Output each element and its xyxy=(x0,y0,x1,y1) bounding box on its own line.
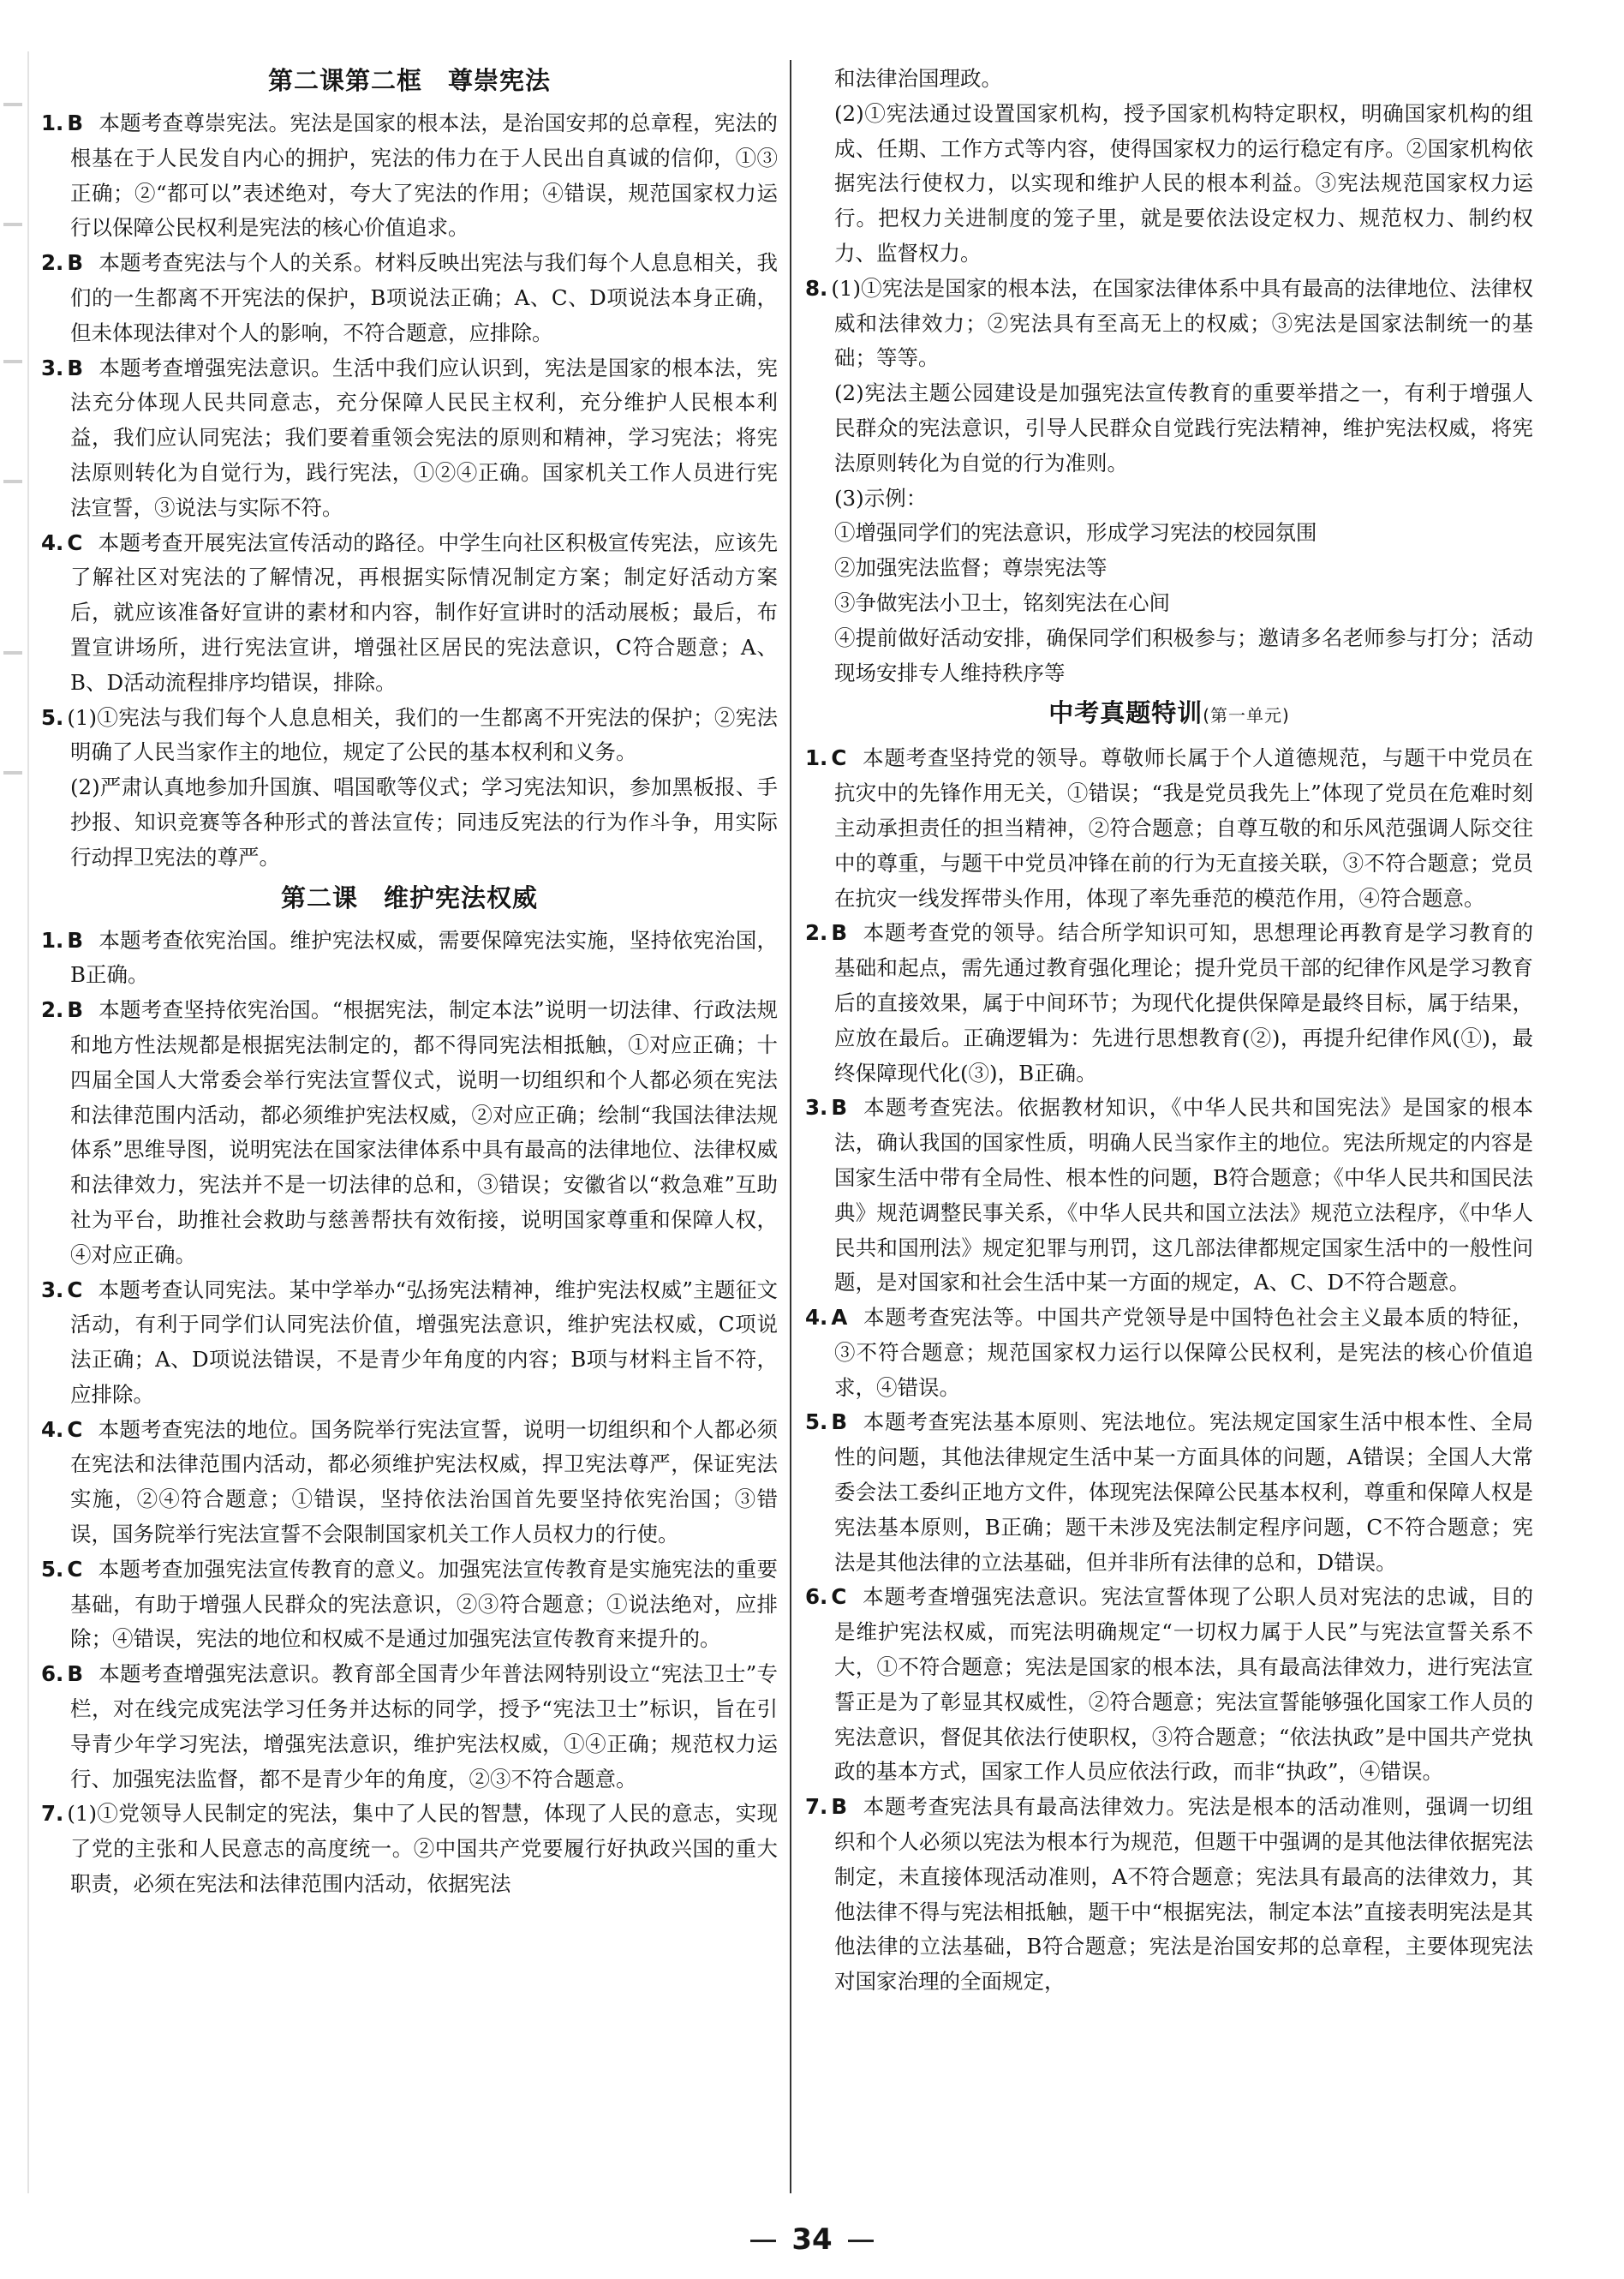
answer-item xyxy=(805,916,1533,1091)
answer-letter: C xyxy=(831,1584,847,1610)
question-number: 5. xyxy=(41,1556,64,1582)
answer-letter: C xyxy=(67,1556,83,1582)
column-divider xyxy=(790,60,791,2193)
question-number: 3. xyxy=(41,355,64,380)
question-number: 4. xyxy=(41,1416,64,1442)
section-subtitle: (第一单元) xyxy=(1203,705,1290,727)
answer-explanation: 本题考查宪法的地位。国务院举行宪法宣誓，说明一切组织和个人都必须在宪法和法律范围内活动，都必须维护宪法权威，捍卫宪法尊严，保证宪法实施，②④符合题意；①错误，坚持依法治国首先要坚持依宪治国；③错误，国务院举行宪法宣誓不会限制国家机关工作人员权力的行使。 xyxy=(70,1416,778,1547)
gutter-mark xyxy=(3,651,22,655)
answer-explanation: 本题考查增强宪法意识。宪法宣誓体现了公职人员对宪法的忠诚，目的是维护宪法权威，而宪法明确规定“一切权力属于人民”与宪法宣誓关系不大，①不符合题意；宪法是国家的根本法，具有最高法律效力，进行宪法宣誓正是为了彰显其权威性，②符合题意；宪法宣誓能够强化国家工作人员的宪法意识，督促其依法行使职权，③符合题意；“依法执政”是中国共产党执政的基本方式，国家工作人员应依法行政，而非“执政”，④错误。 xyxy=(834,1584,1533,1785)
page-number: 34 xyxy=(791,2222,833,2257)
answer-item xyxy=(805,1790,1533,2000)
answer-item xyxy=(805,741,1533,916)
gutter-mark xyxy=(3,480,22,483)
question-number: 1. xyxy=(41,111,64,135)
answer-letter: C xyxy=(67,529,83,555)
answer-letter: B xyxy=(67,250,84,276)
answer-item xyxy=(41,1413,778,1552)
binding-gutter xyxy=(0,0,38,2193)
answer-explanation: 本题考查宪法具有最高法律效力。宪法是根本的活动准则，强调一切组织和个人必须以宪法为根本行为规范，但题干中强调的是其他法律依据宪法制定，未直接体现活动准则，A不符合题意；宪法具有最高的法律效力，其他法律不得与宪法相抵触，题干中“根据宪法，制定本法”直接表明宪法是其他法律的立法基础，B符合题意；宪法是治国安邦的总章程，主要体现宪法对国家治理的全面规定， xyxy=(834,1794,1533,1995)
question-number: 2. xyxy=(41,997,64,1023)
answer-letter: B xyxy=(831,1095,848,1121)
answer-paragraph: (3)示例： xyxy=(834,485,928,511)
answer-explanation: 本题考查宪法基本原则、宪法地位。宪法规定国家生活中根本性、全局性的问题，其他法律规定生活中某一方面具体的问题，A错误；全国人大常委会法工委纠正地方文件，体现宪法保障公民基本权利，尊重和保障人权是宪法基本原则，B正确；题干未涉及宪法制定程序问题，C不符合题意；宪法是其他法律的立法基础，但并非所有法律的总和，D错误。 xyxy=(834,1409,1533,1575)
question-number: 2. xyxy=(805,920,828,946)
answer-explanation: 本题考查宪法。依据教材知识，《中华人民共和国宪法》是国家的根本法，确认我国的国家性质，明确人民当家作主的地位。宪法所规定的内容是国家生活中带有全局性、根本性的问题，B符合题意；《中华人民共和国民法典》规范调整民事关系，《中华人民共和国立法法》规范立法程序，《中华人民共和国刑法》规定犯罪与刑罚，这几部法律都规定国家生活中的一般性问题，是对国家和社会生活中某一方面的规定，A、C、D不符合题意。 xyxy=(834,1095,1533,1295)
gutter-mark xyxy=(3,103,22,106)
question-number: 7. xyxy=(805,1794,828,1820)
answer-item xyxy=(41,246,778,350)
question-number: 3. xyxy=(41,1277,64,1302)
question-number: 6. xyxy=(805,1584,828,1610)
answer-explanation: (1)①宪法与我们每个人息息相关，我们的一生都离不开宪法的保护；②宪法明确了人民当家作主的地位，规定了公民的基本权利和义务。 xyxy=(67,704,778,765)
answer-explanation: (1)①党领导人民制定的宪法，集中了人民的智慧，体现了人民的意志，实现了党的主张和人民意志的高度统一。②中国共产党要履行好执政兴国的重大职责，必须在宪法和法律范围内活动，依据宪法 xyxy=(67,1801,778,1897)
answer-item xyxy=(805,1301,1533,1405)
answer-letter: C xyxy=(831,745,847,771)
answer-item xyxy=(41,993,778,1272)
section-title: 第二课 维护宪法权威 xyxy=(280,882,538,912)
answer-explanation: 本题考查党的领导。结合所学知识可知，思想理论再教育是学习教育的基础和起点，需先通过教育强化理论；提升党员干部的纪律作风是学习教育后的直接效果，属于中间环节；为现代化提供保障是最终目标，属于结果，应放在最后。正确逻辑为：先进行思想教育(②)，再提升纪律作风(①)，最终保障现代化(③)，B正确。 xyxy=(834,920,1533,1086)
answer-paragraph: (2)宪法主题公园建设是加强宪法宣传教育的重要举措之一，有利于增强人民群众的宪法意识，引导人民群众自觉践行宪法精神，维护宪法权威，将宪法原则转化为自觉的行为准则。 xyxy=(834,380,1533,476)
answer-item xyxy=(805,1405,1533,1580)
answer-explanation: (1)①宪法是国家的根本法，在国家法律体系中具有最高的法律地位、法律权威和法律效力；②宪法具有至高无上的权威；③宪法是国家法制统一的基础；等等。 xyxy=(831,275,1533,371)
page-footer xyxy=(0,2222,1624,2257)
answer-list xyxy=(805,741,1533,2000)
answer-letter: B xyxy=(67,355,84,380)
question-number: 8. xyxy=(805,275,828,301)
answer-item xyxy=(41,1552,778,1657)
answer-item xyxy=(41,1797,778,1901)
answer-paragraph: ④提前做好活动安排，确保同学们积极参与；邀请多名老师参与打分；活动现场安排专人维持秩序等 xyxy=(834,625,1533,685)
question-number: 4. xyxy=(805,1305,828,1331)
question-number: 5. xyxy=(805,1409,828,1435)
question-number: 6. xyxy=(41,1661,64,1687)
answer-letter: B xyxy=(831,1794,848,1820)
answer-item xyxy=(805,1580,1533,1790)
answer-letter: B xyxy=(67,1661,84,1687)
answer-paragraph: (2)①宪法通过设置国家机构，授予国家机构特定职权，明确国家机构的组成、任期、工作方式等内容，使得国家权力的运行稳定有序。②国家机构依据宪法行使权力，以实现和维护人民的根本利益。③宪法规范国家权力运行。把权力关进制度的笼子里，就是要依法设定权力、规范权力、制约权力、监督权力。 xyxy=(834,100,1533,266)
section-title xyxy=(805,696,1533,733)
continued-text: 和法律治国理政。 xyxy=(834,66,1002,91)
answer-explanation: 本题考查认同宪法。某中学举办“弘扬宪法精神，维护宪法权威”主题征文活动，有利于同学们认同宪法价值，增强宪法意识，维护宪法权威，C项说法正确；A、D项说法错误，不是青少年角度的内容；B项与材料主旨不符，应排除。 xyxy=(70,1277,778,1407)
gutter-mark xyxy=(3,223,22,226)
answer-letter: B xyxy=(67,927,84,953)
answer-list xyxy=(41,106,778,876)
question-number: 1. xyxy=(41,927,64,953)
question-number: 2. xyxy=(41,250,64,276)
answer-list xyxy=(805,272,1533,691)
answer-explanation: 本题考查尊崇宪法。宪法是国家的根本法，是治国安邦的总章程，宪法的根基在于人民发自内心的拥护，宪法的伟力在于人民出自真诚的信仰，①③正确；②“都可以”表述绝对，夸大了宪法的作用；④错误，规范国家权力运行以保障公民权利是宪法的核心价值追求。 xyxy=(70,111,778,241)
answer-paragraph: ③争做宪法小卫士，铭刻宪法在心间 xyxy=(834,589,1170,615)
answer-explanation: 本题考查宪法等。中国共产党领导是中国特色社会主义最本质的特征，③不符合题意；规范国家权力运行以保障公民权利，是宪法的核心价值追求，④错误。 xyxy=(834,1305,1533,1400)
gutter-rule xyxy=(27,51,29,2193)
answer-explanation: 本题考查加强宪法宣传教育的意义。加强宪法宣传教育是实施宪法的重要基础，有助于增强人民群众的宪法意识，②③符合题意；①说法绝对，应排除；④错误，宪法的地位和权威不是通过加强宪法宣传教育来提升的。 xyxy=(70,1556,778,1652)
answer-letter: B xyxy=(67,997,84,1023)
right-column xyxy=(805,62,1533,2000)
answer-explanation: 本题考查坚持依宪治国。“根据宪法，制定本法”说明一切法律、行政法规和地方性法规都是根据宪法制定的，都不得同宪法相抵触，①对应正确；十四届全国人大常委会举行宪法宣誓仪式，说明一切组织和个人都必须在宪法和法律范围内活动，都必须维护宪法权威，②对应正确；绘制“我国法律法规体系”思维导图，说明宪法在国家法律体系中具有最高的法律地位、法律权威和法律效力，宪法并不是一切法律的总和，③错误；安徽省以“救急难”互助社为平台，助推社会救助与慈善帮扶有效衔接，说明国家尊重和保障人权，④对应正确。 xyxy=(70,997,778,1267)
section-title-main: 中考真题特训 xyxy=(1048,698,1203,728)
answer-explanation: 本题考查开展宪法宣传活动的路径。中学生向社区积极宣传宪法，应该先了解社区对宪法的了解情况，再根据实际情况制定方案；制定好活动方案后，就应该准备好宣讲的素材和内容，制作好宣讲时的活动展板；最后，布置宣讲场所，进行宪法宣讲，增强社区居民的宪法意识，C符合题意；A、B、D活动流程排序均错误，排除。 xyxy=(70,529,778,695)
answer-item xyxy=(41,526,778,701)
question-number: 4. xyxy=(41,529,64,555)
answer-explanation: 本题考查增强宪法意识。教育部全国青少年普法网特别设立“宪法卫士”专栏，对在线完成宪法学习任务并达标的同学，授予“宪法卫士”标识，旨在引导青少年学习宪法，增强宪法意识，维护宪法权威，①④正确；规范权力运行、加强宪法监督，都不是青少年的角度，②③不符合题意。 xyxy=(70,1661,778,1791)
answer-item xyxy=(805,272,1533,376)
answer-paragraph: (2)严肃认真地参加升国旗、唱国歌等仪式；学习宪法知识，参加黑板报、手抄报、知识竞赛等各种形式的普法宣传；同违反宪法的行为作斗争，用实际行动捍卫宪法的尊严。 xyxy=(70,775,778,870)
answer-item xyxy=(41,351,778,526)
answer-list xyxy=(41,924,778,1902)
gutter-mark xyxy=(3,360,22,363)
answer-item xyxy=(41,106,778,246)
answer-letter: C xyxy=(67,1416,83,1442)
answer-paragraph: ①增强同学们的宪法意识，形成学习宪法的校园氛围 xyxy=(834,520,1317,546)
answer-paragraph: ②加强宪法监督；尊崇宪法等 xyxy=(834,555,1108,581)
answer-letter: B xyxy=(831,920,848,946)
answer-item xyxy=(41,924,778,994)
answer-letter: B xyxy=(67,111,84,135)
question-number: 7. xyxy=(41,1801,64,1827)
answer-explanation: 本题考查宪法与个人的关系。材料反映出宪法与我们每个人息息相关，我们的一生都离不开宪法的保护，B项说法正确；A、C、D项说法本身正确，但未体现法律对个人的影响，不符合题意，应排除。 xyxy=(70,250,778,345)
answer-explanation: 本题考查依宪治国。维护宪法权威，需要保障宪法实施，坚持依宪治国，B正确。 xyxy=(70,927,778,988)
footer-dash xyxy=(750,2240,776,2242)
answer-item xyxy=(41,701,778,771)
answer-letter: C xyxy=(67,1277,83,1302)
answer-explanation: 本题考查坚持党的领导。尊敬师长属于个人道德规范，与题干中党员在抗灾中的先锋作用无关，①错误；“我是党员我先上”体现了党员在危难时刻主动承担责任的担当精神，②符合题意；自尊互敬的和乐风范强调人际交往中的尊重，与题干中党员冲锋在前的行为无直接关联，③不符合题意；党员在抗灾一线发挥带头作用，体现了率先垂范的模范作用，④符合题意。 xyxy=(834,745,1533,911)
answer-item xyxy=(41,1657,778,1797)
answer-item xyxy=(41,1273,778,1413)
answer-letter: B xyxy=(831,1409,848,1435)
question-number: 3. xyxy=(805,1095,828,1121)
section-title: 第二课第二框 尊崇宪法 xyxy=(267,66,551,95)
footer-dash xyxy=(848,2240,874,2242)
question-number: 5. xyxy=(41,704,64,730)
answer-letter: A xyxy=(831,1305,848,1331)
answer-explanation: 本题考查增强宪法意识。生活中我们应认识到，宪法是国家的根本法，宪法充分体现人民共同意志，充分保障人民民主权利，充分维护人民根本利益，我们应认同宪法；我们要着重领会宪法的原则和精神，学习宪法；将宪法原则转化为自觉行为，践行宪法，①②④正确。国家机关工作人员进行宪法宣誓，③说法与实际不符。 xyxy=(70,355,778,520)
question-number: 1. xyxy=(805,745,828,771)
gutter-mark xyxy=(3,771,22,775)
answer-item xyxy=(805,1091,1533,1301)
left-column xyxy=(41,58,778,1902)
